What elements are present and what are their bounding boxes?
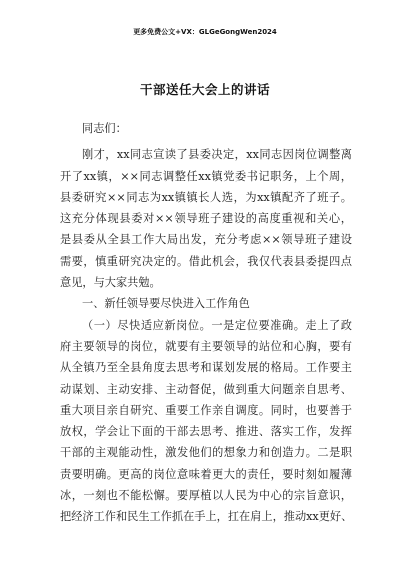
subsection-1: [60, 315, 352, 528]
document-title: 干部送任大会上的讲话: [139, 82, 270, 97]
paragraph-line: 放权，学会让下面的干部去思考、推进、落实工作，发挥: [60, 425, 352, 439]
paragraph-line: 从全镇乃至全县角度去思考和谋划发展的格局。工作要主: [60, 361, 352, 375]
paragraph-line: 重大项目亲自研究、重要工作亲自调度。同时，也要善于: [60, 403, 352, 417]
greeting: 同志们：: [82, 122, 127, 135]
paragraph-line: 意见，与大家共勉。: [60, 276, 161, 290]
section-heading: 一、新任领导要尽快进入工作角色: [82, 297, 250, 311]
paragraph-line: 是县委从全县工作大局出发，充分考虑××领导班子建设: [60, 233, 352, 247]
paragraph-line: 冰，一刻也不能松懈。要厚植以人民为中心的宗旨意识，: [60, 489, 352, 503]
document-body: [60, 118, 352, 528]
paragraph-line: 县委研究××同志为xx镇镇长人选，为xx镇配齐了班子。: [60, 190, 352, 204]
paragraph-line: 需要，慎重研究决定的。借此机会，我仅代表县委提四点: [60, 254, 352, 268]
paragraph-line: （一）尽快适应新岗位。一是定位要准确。走上了政: [82, 318, 352, 332]
paragraph-line: 把经济工作和民生工作抓在手上，扛在肩上，推动xx更好、: [60, 510, 352, 524]
paragraph-line: 责要明确。更高的岗位意味着更大的责任，要时刻如履薄: [60, 467, 352, 481]
paragraph-line: 府主要领导的岗位，就要有主要领导的站位和心胸，要有: [60, 339, 352, 353]
paragraph-1: [60, 144, 352, 293]
header-watermark: 更多免费公文+VX：GLGeGongWen2024: [133, 28, 277, 36]
paragraph-line: 这充分体现县委对××领导班子建设的高度重视和关心，: [60, 212, 352, 226]
paragraph-line: 开了xx镇，××同志调整任xx镇党委书记职务，上个周，: [60, 169, 352, 183]
paragraph-line: 刚才，xx同志宣读了县委决定，xx同志因岗位调整离: [82, 148, 352, 162]
paragraph-line: 动谋划、主动安排、主动督促，做到重大问题亲自思考、: [60, 382, 352, 396]
paragraph-line: 干部的主观能动性，激发他们的想象力和创造力。二是职: [60, 446, 352, 460]
